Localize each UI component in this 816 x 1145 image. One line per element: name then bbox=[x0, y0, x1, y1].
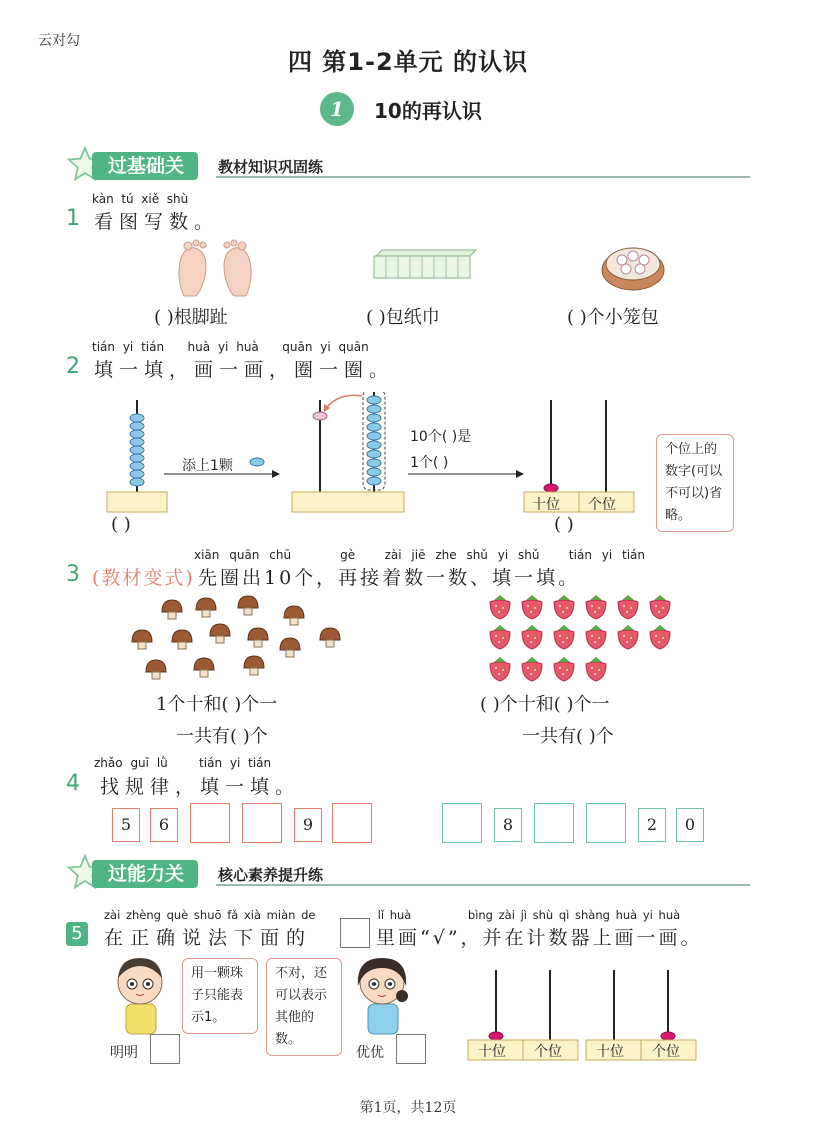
q1-text: 看图写数。 bbox=[94, 211, 220, 233]
steamer-buns-icon bbox=[600, 240, 666, 292]
q1-caption-feet: ( )根脚趾 bbox=[154, 307, 228, 328]
q4-left-box-2: 6 bbox=[150, 808, 178, 842]
q2-line1: 10个( )是 bbox=[410, 429, 472, 445]
girl-avatar bbox=[350, 952, 414, 1036]
q2-number: 2 bbox=[66, 354, 80, 379]
section-divider bbox=[216, 176, 750, 178]
tissue-pack-icon bbox=[370, 246, 478, 282]
q5-text-b: 里画“√”，并在计数器上画一画。 bbox=[376, 927, 703, 949]
boy-name: 明明 bbox=[110, 1045, 138, 1061]
q1-pinyin: kàn tú xiě shù bbox=[92, 192, 189, 206]
counter2-ones: 个位 bbox=[652, 1044, 680, 1060]
feet-icon bbox=[170, 238, 260, 298]
girl-name: 优优 bbox=[356, 1045, 384, 1061]
q4-right-box-6: 0 bbox=[676, 808, 704, 842]
q4-right-box-1[interactable] bbox=[442, 803, 482, 843]
section-basic bbox=[66, 152, 750, 180]
q4-left-box-6[interactable] bbox=[332, 803, 372, 843]
section-divider bbox=[216, 884, 750, 886]
counter1-ones: 个位 bbox=[534, 1044, 562, 1060]
q4-left-box-4[interactable] bbox=[242, 803, 282, 843]
q2-line2: 1个( ) bbox=[410, 455, 449, 471]
q2-place-tens: 十位 bbox=[532, 497, 560, 513]
q2-text: 填一填，画一画，圈一圈。 bbox=[94, 359, 395, 381]
lesson-title: 10的再认识 bbox=[374, 99, 482, 123]
q3-right-line1: ( )个十和( )个一 bbox=[480, 694, 610, 715]
q4-number: 4 bbox=[66, 771, 80, 796]
q5-inline-box-icon bbox=[340, 918, 370, 948]
q4-left-box-3[interactable] bbox=[190, 803, 230, 843]
q3-left-line2: 一共有( )个 bbox=[176, 726, 268, 747]
q5-number: 5 bbox=[66, 922, 88, 946]
girl-checkbox[interactable] bbox=[396, 1034, 426, 1064]
unit-title: 四 第1-2单元 的认识 bbox=[287, 48, 529, 76]
boy-avatar bbox=[108, 952, 172, 1036]
boy-speech-bubble: 用一颗珠子只能表示1。 bbox=[182, 958, 258, 1034]
girl-speech-bubble: 不对，还可以表示其他的数。 bbox=[266, 958, 342, 1056]
counter1-tens: 十位 bbox=[478, 1044, 506, 1060]
q1-number: 1 bbox=[66, 206, 80, 231]
lesson-number-badge: 1 bbox=[320, 92, 354, 126]
q5-pinyin: zài zhèng què shuō fǎ xià miàn de lǐ huà bìng zài jì shù qì shàng huà yi huà bbox=[104, 908, 681, 922]
q2-place-ones: 个位 bbox=[588, 497, 616, 513]
q3-pinyin: xiān quān chū gè zài jiē zhe shǔ yi shǔ tián yi tián bbox=[194, 548, 646, 562]
q2-note: 个位上的数字(可以不可以)省略。 bbox=[656, 434, 734, 532]
page-footer: 第1页，共12页 bbox=[359, 1100, 457, 1116]
q2-blank-right: ( ) bbox=[554, 514, 574, 535]
q1-caption-buns: ( )个小笼包 bbox=[567, 307, 659, 328]
q4-pinyin: zhǎo guī lǜ tián yi tián bbox=[94, 756, 272, 770]
section-tag: 过能力关 bbox=[92, 860, 198, 888]
q4-left-box-5: 9 bbox=[294, 808, 322, 842]
section-ability bbox=[66, 860, 750, 888]
q4-right-box-3[interactable] bbox=[534, 803, 574, 843]
q3-tag: (教材变式) bbox=[92, 567, 195, 589]
q4-right-box-2: 8 bbox=[494, 808, 522, 842]
q4-right-box-4[interactable] bbox=[586, 803, 626, 843]
strawberries-icon bbox=[484, 590, 676, 686]
section-tag: 过基础关 bbox=[92, 152, 198, 180]
section-subtitle: 教材知识巩固练 bbox=[218, 158, 324, 176]
q3-text: 先圈出10个，再接着数一数、填一填。 bbox=[198, 567, 581, 589]
q4-right-box-5: 2 bbox=[638, 808, 666, 842]
q4-left-box-1: 5 bbox=[112, 808, 140, 842]
q2-blank-left: ( ) bbox=[111, 514, 131, 535]
counter2-tens: 十位 bbox=[596, 1044, 624, 1060]
mushrooms-icon bbox=[122, 592, 352, 684]
q2-pinyin: tián yi tián huà yi huà quān yi quān bbox=[92, 340, 369, 354]
q4-text: 找规律，填一填。 bbox=[100, 776, 301, 798]
section-subtitle: 核心素养提升练 bbox=[218, 866, 324, 884]
boy-checkbox[interactable] bbox=[150, 1034, 180, 1064]
q1-caption-tissue: ( )包纸巾 bbox=[366, 307, 440, 328]
q5-text-a: 在正确说法下面的 bbox=[104, 927, 313, 949]
q3-left-line1: 1个十和( )个一 bbox=[156, 694, 278, 715]
q3-number: 3 bbox=[66, 562, 80, 587]
q2-add-label: 添上1颗 bbox=[182, 458, 233, 474]
watermark: 云对勾 bbox=[38, 33, 80, 49]
q3-right-line2: 一共有( )个 bbox=[522, 726, 614, 747]
